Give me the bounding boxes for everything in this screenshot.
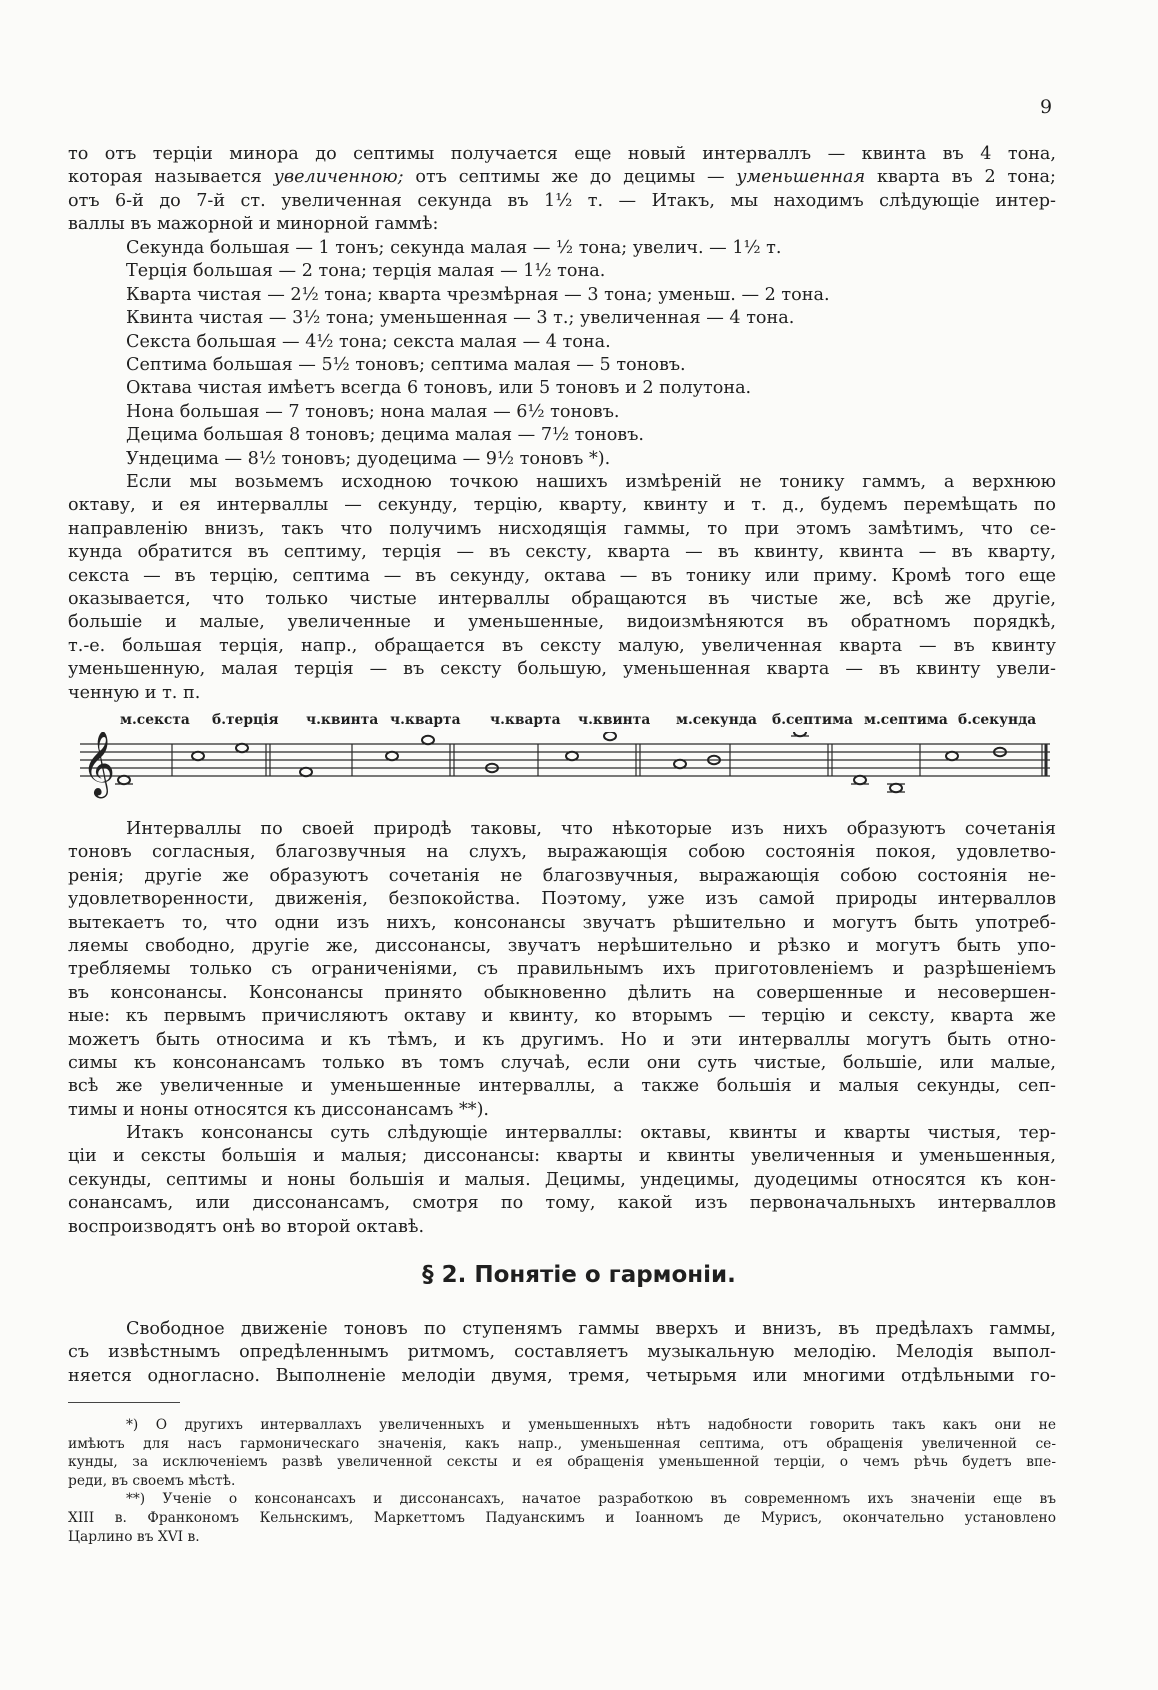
text-line: ляемы свободно, другіе же, диссонансы, звучатъ нерѣшительно и рѣзко и могутъ быть упо-: [68, 935, 1056, 956]
text-line: т.-е. большая терція, напр., обращается въ сексту малую, увеличенная кварта — въ квинту: [68, 635, 1056, 656]
text-line: воспроизводятъ онѣ во второй октавѣ.: [68, 1216, 425, 1237]
text-line: уменьшенную, малая терція — въ сексту большую, уменьшенная кварта — въ квинту увели-: [68, 659, 1056, 680]
emphasis: увеличенною;: [273, 167, 404, 188]
text-line: удовлетворенности, движенія, безпокойства. Поэтому, уже изъ самой природы интерваллов: [68, 889, 1056, 910]
note-head: [674, 760, 686, 768]
text-line: октаву, и ея интерваллы — секунду, терцію, кварту, квинту и т. д., будемъ перемѣщать по: [68, 495, 1056, 516]
list-item: Секунда большая — 1 тонъ; секунда малая — ½ тона; увелич. — 1½ т.: [126, 238, 782, 258]
consonance-paragraph: [68, 818, 1056, 1122]
text-line: съ извѣстнымъ опредѣленнымъ ритмомъ, составляетъ музыкальную мелодію. Мелодія выпол-: [68, 1342, 1056, 1363]
list-item: Нона большая — 7 тоновъ; нона малая — 6½ тоновъ.: [126, 401, 620, 422]
text-line: большіе и малые, увеличенные и уменьшенные, видоизмѣняются въ обратномъ порядкѣ,: [68, 612, 1056, 633]
treble-clef-icon: [82, 732, 115, 798]
text-line: тимы и ноны относятся къ диссонансамъ **).: [68, 1099, 490, 1120]
note-head: [192, 752, 204, 760]
intro-paragraph: [68, 143, 1056, 237]
text-line: требляемы только съ ограниченіями, съ правильнымъ ихъ приготовленіемъ и разрѣшеніемъ: [68, 959, 1056, 980]
text-line: симы къ консонансамъ только въ томъ случаѣ, если они суть чистые, большіе, или малые,: [68, 1052, 1056, 1073]
text-line: въ консонансы. Консонансы принято обыкновенно дѣлить на совершенные и несовершен-: [68, 982, 1056, 1003]
staff-label: б.септима: [772, 712, 853, 728]
text-line: Итакъ консонансы суть слѣдующіе интерваллы: октавы, квинты и кварты чистыя, тер-: [126, 1123, 1056, 1143]
footnote-line: **) Ученіе о консонансахъ и диссонансахъ, начатое разработкою въ современномъ ихъ значеніи еще въ: [126, 1491, 1056, 1508]
text-line: няется одногласно. Выполненіе мелодіи двумя, тремя, четырьмя или многими отдѣльными го-: [68, 1365, 1056, 1386]
note-head: [118, 776, 130, 784]
footnote-divider: [68, 1402, 180, 1403]
text-line: Свободное движеніе тоновъ по ступенямъ гаммы вверхъ и внизъ, въ предѣлахъ гаммы,: [126, 1319, 1056, 1339]
footnote-line: *) О другихъ интерваллахъ увеличенныхъ и уменьшенныхъ нѣтъ надобности говорить такъ какъ они не: [126, 1417, 1056, 1433]
text-line: тоновъ согласныя, благозвучныя на слухъ, выражающія собою состоянія покоя, удовлетво-: [68, 842, 1056, 863]
staff-lines: [80, 744, 1050, 776]
staff-label: ч.квинта: [306, 712, 379, 728]
summary-paragraph: [68, 1122, 1056, 1239]
staff-label: ч.кварта: [490, 712, 561, 728]
staff-label: б.терція: [212, 712, 279, 728]
text-line: отъ 6-й до 7-й ст. увеличенная секунда въ 1½ т. — Итакъ, мы находимъ слѣдующіе интер-: [68, 190, 1056, 211]
staff-label: б.секунда: [958, 712, 1037, 728]
note-heads: [118, 732, 1006, 792]
text-line: то отъ терціи минора до септимы получается еще новый интерваллъ — квинта въ 4 тона,: [68, 144, 1056, 164]
staff-label: ч.кварта: [390, 712, 461, 728]
text-line: секунды, септимы и ноны большія и малыя. Децимы, ундецимы, дуодецимы относятся къ кон-: [68, 1169, 1056, 1190]
staff-labels: [120, 712, 1050, 732]
list-item: Септима большая — 5½ тоновъ; септима малая — 5 тоновъ.: [126, 354, 686, 375]
text-line: которая называется увеличенною; отъ септимы же до децимы — уменьшенная кварта въ 2 тона;: [68, 167, 1056, 188]
text-line: ціи и сексты большія и малыя; диссонансы: кварты и квинты увеличенныя и уменьшенныя,: [68, 1146, 1056, 1167]
emphasis: уменьшенная: [736, 167, 866, 188]
text-line: направленію внизъ, такъ что получимъ нисходящія гаммы, то при этомъ замѣтимъ, что се-: [68, 518, 1056, 539]
footnote-line: имѣютъ для насъ гармоническаго значенія, какъ напр., уменьшенная септима, отъ обращенія увеличенной се-: [68, 1435, 1056, 1452]
staff-label: м.секунда: [676, 712, 757, 728]
list-item: Кварта чистая — 2½ тона; кварта чрезмѣрная — 3 тона; уменьш. — 2 тона.: [126, 284, 830, 305]
note-head: [566, 752, 578, 760]
text-line: можетъ быть относима и къ тѣмъ, и къ другимъ. Но и эти интерваллы могутъ быть отно-: [68, 1029, 1056, 1050]
staff-label: м.секста: [120, 712, 190, 728]
text-line: секста — въ терцію, септима — въ секунду, октава — въ тонику или приму. Кромѣ того еще: [68, 565, 1056, 586]
list-item: Квинта чистая — 3½ тона; уменьшенная — 3 т.; увеличенная — 4 тона.: [126, 308, 795, 329]
text-line: сонансамъ, или диссонансамъ, смотря по тому, какой изъ первоначальныхъ интерваллов: [68, 1193, 1056, 1214]
note-head: [300, 768, 312, 776]
list-item: Октава чистая имѣетъ всегда 6 тоновъ, или 5 тоновъ и 2 полутона.: [126, 378, 752, 399]
footnote-line: реди, въ своемъ мѣстѣ.: [68, 1472, 236, 1489]
footnote-line: XIII в. Франкономъ Кельнскимъ, Маркеттомъ Падуанскимъ и Іоанномъ де Мурисъ, окончательно установлено: [68, 1509, 1056, 1526]
section-heading: § 2. Понятіе о гармоніи.: [422, 1262, 736, 1288]
page-number: 9: [1040, 96, 1053, 118]
note-head: [604, 732, 616, 740]
text-line: ченную и т. п.: [68, 682, 201, 703]
list-item: Децима большая 8 тоновъ; децима малая — 7½ тоновъ.: [126, 425, 644, 446]
list-item: Секста большая — 4½ тона; секста малая — 4 тона.: [126, 331, 611, 352]
text-line: вытекаетъ то, что одни изъ нихъ, консонансы звучатъ рѣшительно и могутъ быть употреб-: [68, 912, 1056, 933]
note-head: [236, 744, 248, 752]
text-line: Интерваллы по своей природѣ таковы, что нѣкоторые изъ нихъ образуютъ сочетанія: [126, 819, 1056, 839]
harmony-paragraph: [68, 1318, 1056, 1388]
staff-label: м.септима: [864, 712, 948, 728]
text-line: валлы въ мажорной и минорной гаммѣ:: [68, 214, 439, 235]
list-item: Ундецима — 8½ тоновъ; дуодецима — 9½ тоновъ *).: [126, 448, 611, 469]
footnotes: [68, 1416, 1056, 1546]
list-item: Терція большая — 2 тона; терція малая — 1½ тона.: [126, 261, 606, 282]
note-head: [854, 776, 866, 784]
music-staff: [80, 732, 1050, 802]
note-head: [386, 752, 398, 760]
text-line: кунда обратится въ септиму, терція — въ сексту, кварта — въ квинту, квинта — въ кварту,: [68, 542, 1056, 563]
note-head: [946, 752, 958, 760]
text-line: оказывается, что только чистые интерваллы обращаются въ чистые же, всѣ же другіе,: [68, 588, 1056, 609]
text-line: Если мы возьмемъ исходною точкою нашихъ измѣреній не тонику гаммъ, а верхнюю: [126, 472, 1056, 492]
note-head: [422, 736, 434, 744]
svg-text:𝄞: 𝄞: [82, 732, 116, 796]
footnote-line: Царлино въ XVI в.: [68, 1528, 200, 1545]
staff-label: ч.квинта: [578, 712, 651, 728]
footnote-line: кунды, за исключеніемъ развѣ увеличенной сексты и ея обращенія уменьшенной терціи, о чемъ рѣчь будетъ впе-: [68, 1454, 1056, 1471]
inversion-paragraph: [68, 471, 1056, 705]
text-line: всѣ же увеличенные и уменьшенные интерваллы, а также большія и малыя секунды, сеп-: [68, 1076, 1056, 1097]
text-line: ные: къ первымъ причисляютъ октаву и квинту, ко вторымъ — терцію и сексту, кварта же: [68, 1006, 1056, 1027]
note-head: [890, 784, 902, 792]
interval-list: [68, 237, 1056, 471]
text-line: ренія; другіе же образуютъ сочетанія не благозвучныя, выражающія собою состоянія не-: [68, 865, 1056, 886]
